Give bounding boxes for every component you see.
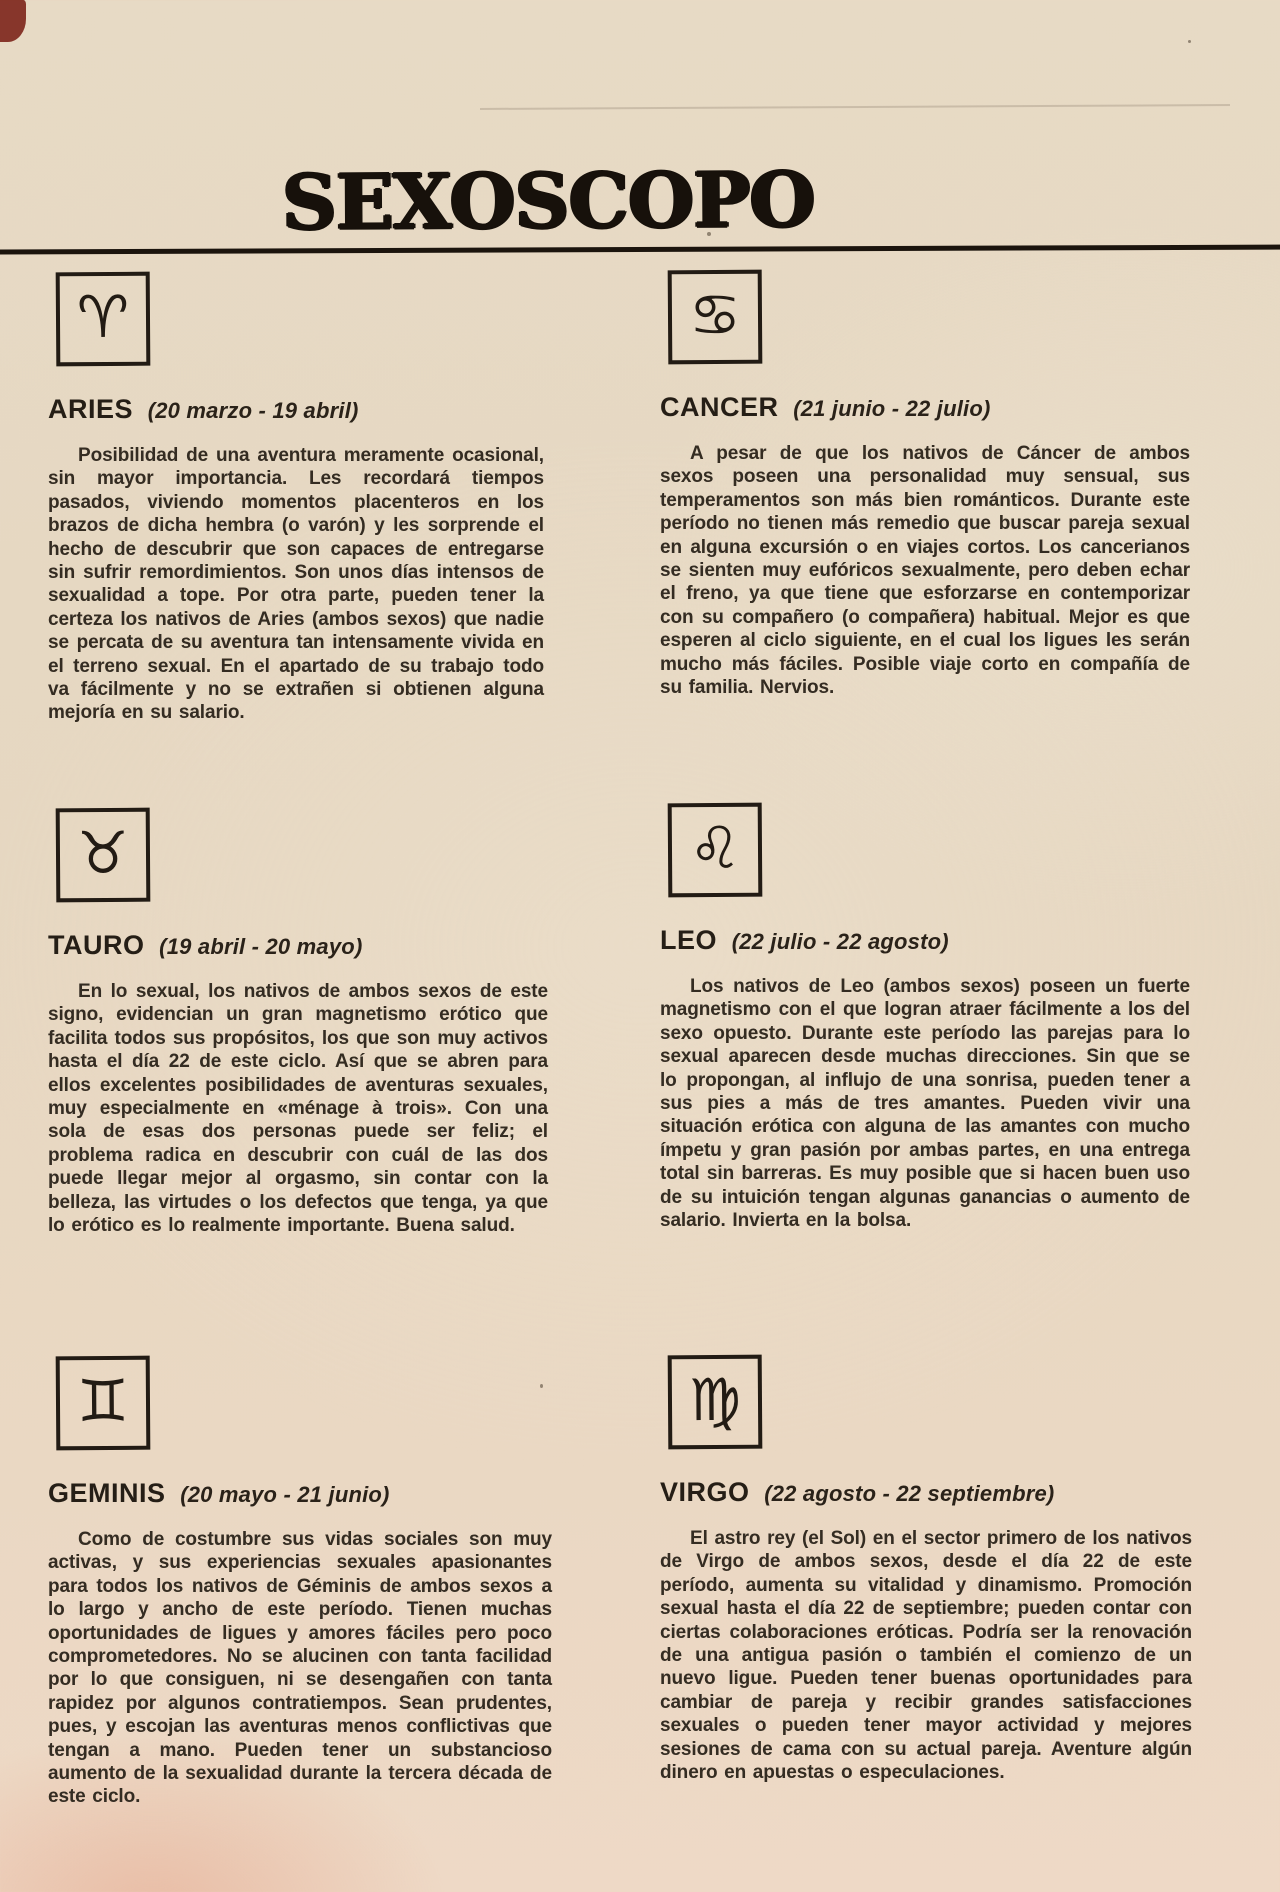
print-bleed-line xyxy=(480,104,1230,110)
sign-dates: (20 marzo - 19 abril) xyxy=(147,398,359,423)
tauro-symbol-icon: ♉ xyxy=(76,818,130,888)
scan-artifact xyxy=(1188,40,1191,43)
sign-name: LEO xyxy=(660,925,718,955)
horoscope-section-geminis xyxy=(48,1356,552,1828)
virgo-symbol-box xyxy=(668,1355,763,1450)
sign-heading xyxy=(660,925,1190,956)
horoscope-section-aries xyxy=(48,272,544,744)
horoscope-section-tauro xyxy=(48,808,548,1256)
tauro-symbol-box xyxy=(56,808,151,903)
sign-dates: (22 julio - 22 agosto) xyxy=(731,929,949,954)
cancer-symbol-icon: ♋ xyxy=(688,280,742,350)
sign-heading xyxy=(48,1478,552,1509)
cancer-symbol-box xyxy=(668,270,763,365)
sign-heading xyxy=(660,392,1190,423)
sign-heading xyxy=(660,1477,1192,1508)
sign-name: CANCER xyxy=(660,392,779,422)
sign-dates: (19 abril - 20 mayo) xyxy=(159,934,363,959)
sign-dates: (21 junio - 22 julio) xyxy=(793,396,991,421)
sign-text: Los nativos de Leo (ambos sexos) poseen un fuerte magnetismo con el que logran atraer fácilmente a los del sexo opuesto. Durante este período las parejas para lo sexual aparecen desde muchas direcciones. Sin que se lo propongan, al influjo de una sonrisa, pueden tener a sus pies a más de tres amantes. Pueden vivir una situación erótica con alguna de las amantes con mucho ímpetu y gran pasión por ambas partes, en una entrega total sin barreras. Es muy posible que si hacen buen uso de su intuición tengan algunas ganancias o aumento de salario. Invierta en la bolsa. xyxy=(660,976,1190,1232)
page-title: SEXOSCOPO xyxy=(281,155,815,247)
leo-symbol-icon: ♌ xyxy=(688,813,742,883)
sign-dates: (20 mayo - 21 junio) xyxy=(180,1482,390,1507)
sign-text: El astro rey (el Sol) en el sector primero de los nativos de Virgo de ambos sexos, desde el día 22 de este período, aumenta su vitalidad y dinamismo. Promoción sexual hasta el día 22 de septiembre; pueden contar con ciertas colaboraciones eróticas. Podría ser la renovación de una antigua pasión o también el comienzo de un nuevo ligue. Pueden tener buenas oportunidades para cambiar de pareja y recibir grandes satisfacciones sexuales o pueden tener mayor actividad y mejores sesiones de cama con su actual pareja. Aventure algún dinero en apuestas o especulaciones. xyxy=(660,1528,1192,1784)
sign-text: Como de costumbre sus vidas sociales son muy activas, y sus experiencias sexuales apasionantes para todos los nativos de Géminis de ambos sexos a lo largo y ancho de este período. Tienen muchas oportunidades de ligues y amores fáciles pero poco comprometedores. No se alucinen con tanta facilidad por lo que consiguen, ni se desengañen con tanta rapidez por algunos contratiempos. Sean prudentes, pues, y escojan las aventuras menos conflictivas que tengan a mano. Pueden tener un substancioso aumento de la sexualidad durante la tercera década de este ciclo. xyxy=(48,1529,552,1808)
leo-symbol-box xyxy=(668,803,763,898)
geminis-symbol-box xyxy=(56,1356,151,1451)
horoscope-section-leo xyxy=(660,803,1190,1251)
sign-name: TAURO xyxy=(48,930,145,960)
horoscope-section-cancer xyxy=(660,270,1190,718)
geminis-symbol-icon: ♊ xyxy=(76,1366,130,1436)
sign-heading xyxy=(48,394,544,425)
aries-symbol-icon: ♈ xyxy=(76,282,130,352)
sign-text: Posibilidad de una aventura meramente ocasional, sin mayor importancia. Les recordará tiempos pasados, viviendo momentos placenteros en los brazos de dicha hembra (o varón) y les sorprende el hecho de descubrir que son capaces de entregarse sin sufrir remordimientos. Son unos días intensos de sexualidad a tope. Por otra parte, pueden tener la certeza los nativos de Aries (ambos sexos) que nadie se percata de su aventura tan intensamente vivida en el terreno sexual. En el apartado de su trabajo todo va fácilmente y no se extrañen si obtienen alguna mejoría en su salario. xyxy=(48,445,544,724)
horoscope-section-virgo xyxy=(660,1355,1192,1803)
virgo-symbol-icon: ♍ xyxy=(688,1365,742,1435)
sign-text: En lo sexual, los nativos de ambos sexos de este signo, evidencian un gran magnetismo erótico que facilita todos sus propósitos, los que son muy activos hasta el día 22 de este ciclo. Así que se abren para ellos excelentes posibilidades de aventuras sexuales, muy especialmente en «ménage à trois». Con una sola de esas dos personas puede ser feliz; el problema radica en descubrir con cuál de las dos puede llegar mejor al orgasmo, sin contar con la belleza, las virtudes o los defectos que tenga, ya que lo erótico es lo realmente importante. Buena salud. xyxy=(48,981,548,1237)
sign-name: GEMINIS xyxy=(48,1478,166,1508)
title-divider xyxy=(0,245,1280,255)
sign-name: ARIES xyxy=(48,394,134,424)
sign-text: A pesar de que los nativos de Cáncer de ambos sexos poseen una personalidad muy sensual, sus temperamentos son más bien románticos. Durante este período no tienen más remedio que buscar pareja sexual en alguna excursión o en viajes cortos. Los cancerianos se sienten muy eufóricos sexualmente, pero deben echar el freno, ya que tiene que esforzarse en contemporizar con su compañero (o compañera) habitual. Mejor es que esperen al ciclo siguiente, en el cual los ligues les serán mucho más fáciles. Posible viaje corto en compañía de su familia. Nervios. xyxy=(660,443,1190,699)
sign-heading xyxy=(48,930,548,961)
aries-symbol-box xyxy=(56,272,151,367)
scan-artifact xyxy=(0,0,26,42)
sign-name: VIRGO xyxy=(660,1477,750,1507)
sign-dates: (22 agosto - 22 septiembre) xyxy=(764,1481,1055,1506)
